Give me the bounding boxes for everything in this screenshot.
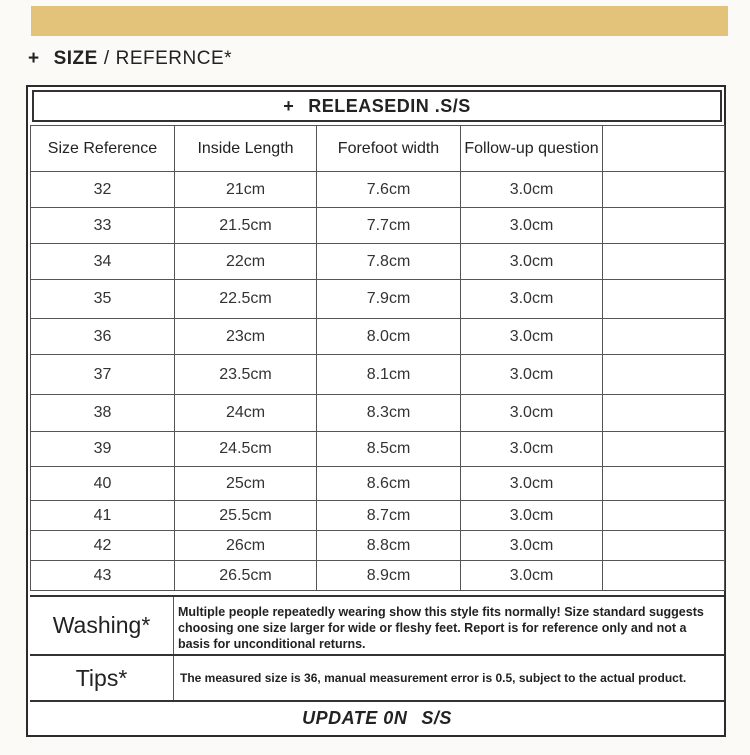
table-cell: 26.5cm: [175, 561, 317, 591]
table-cell: 23cm: [175, 319, 317, 355]
table-cell: 3.0cm: [461, 355, 603, 395]
table-cell: 3.0cm: [461, 280, 603, 319]
table-cell: 37: [31, 355, 175, 395]
table-cell: 22.5cm: [175, 280, 317, 319]
table-row: [31, 319, 725, 355]
table-cell: [603, 395, 725, 432]
table-cell: [603, 561, 725, 591]
table-cell: [603, 501, 725, 531]
table-cell: 36: [31, 319, 175, 355]
table-cell: 3.0cm: [461, 467, 603, 501]
tips-label: Tips*: [30, 656, 174, 700]
table-cell: 3.0cm: [461, 208, 603, 244]
table-cell: 8.8cm: [317, 531, 461, 561]
title-size: SIZE: [53, 48, 98, 69]
table-cell: [603, 208, 725, 244]
table-cell: 3.0cm: [461, 319, 603, 355]
table-cell: 33: [31, 208, 175, 244]
table-cell: 25cm: [175, 467, 317, 501]
table-cell: 8.7cm: [317, 501, 461, 531]
top-accent-bar: [31, 6, 728, 36]
table-cell: 21.5cm: [175, 208, 317, 244]
column-header: Size Reference: [31, 126, 175, 172]
table-cell: [603, 280, 725, 319]
table-row: [31, 467, 725, 501]
table-cell: 23.5cm: [175, 355, 317, 395]
plus-icon: +: [283, 95, 295, 116]
table-cell: 38: [31, 395, 175, 432]
update-season: S/S: [421, 708, 452, 728]
column-header: [603, 126, 725, 172]
table-cell: [603, 432, 725, 467]
tips-section: [30, 654, 724, 700]
table-cell: [603, 244, 725, 280]
title-separator: /: [103, 48, 110, 69]
table-cell: [603, 172, 725, 208]
table-cell: 41: [31, 501, 175, 531]
table-cell: 3.0cm: [461, 244, 603, 280]
table-row: [31, 208, 725, 244]
plus-icon: +: [28, 48, 40, 69]
section-title: [28, 46, 232, 72]
table-cell: 8.0cm: [317, 319, 461, 355]
table-cell: 34: [31, 244, 175, 280]
table-cell: 32: [31, 172, 175, 208]
release-header: [32, 90, 722, 122]
table-cell: 35: [31, 280, 175, 319]
table-cell: [603, 355, 725, 395]
table-row: [31, 172, 725, 208]
size-chart-frame: [26, 85, 726, 737]
table-cell: [603, 531, 725, 561]
title-reference: REFERNCE*: [115, 48, 233, 69]
table-cell: 40: [31, 467, 175, 501]
table-cell: 3.0cm: [461, 172, 603, 208]
table-cell: 21cm: [175, 172, 317, 208]
table-cell: 8.5cm: [317, 432, 461, 467]
tips-text: The measured size is 36, manual measurement error is 0.5, subject to the actual product.: [180, 671, 687, 685]
table-row: [31, 501, 725, 531]
table-cell: 3.0cm: [461, 531, 603, 561]
update-label: UPDATE 0N: [302, 708, 408, 728]
column-header: Forefoot width: [317, 126, 461, 172]
release-label: RELEASEDIN .S/S: [308, 95, 471, 116]
table-row: [31, 561, 725, 591]
table-cell: 8.3cm: [317, 395, 461, 432]
column-header: Follow-up question: [461, 126, 603, 172]
table-cell: [603, 319, 725, 355]
table-cell: 8.1cm: [317, 355, 461, 395]
table-header-row: [31, 126, 725, 172]
table-cell: 3.0cm: [461, 501, 603, 531]
table-cell: 8.6cm: [317, 467, 461, 501]
table-cell: 43: [31, 561, 175, 591]
table-cell: 25.5cm: [175, 501, 317, 531]
table-cell: 7.7cm: [317, 208, 461, 244]
table-cell: 24.5cm: [175, 432, 317, 467]
table-row: [31, 531, 725, 561]
update-footer: [30, 700, 724, 735]
table-cell: 22cm: [175, 244, 317, 280]
table-row: [31, 432, 725, 467]
table-cell: 7.9cm: [317, 280, 461, 319]
table-cell: 3.0cm: [461, 561, 603, 591]
table-cell: 3.0cm: [461, 432, 603, 467]
size-table: [30, 125, 725, 591]
column-header: Inside Length: [175, 126, 317, 172]
washing-text: Multiple people repeatedly wearing show this style fits normally! Size standard suggests choosing one size larger for wide or fleshy feet. Report is for reference only and not a basis for unconditional returns.: [178, 605, 704, 651]
washing-section: [30, 595, 724, 654]
table-cell: 42: [31, 531, 175, 561]
table-cell: 24cm: [175, 395, 317, 432]
table-cell: 8.9cm: [317, 561, 461, 591]
table-row: [31, 395, 725, 432]
table-cell: [603, 467, 725, 501]
table-cell: 7.8cm: [317, 244, 461, 280]
washing-label: Washing*: [30, 597, 174, 654]
table-cell: 26cm: [175, 531, 317, 561]
table-row: [31, 280, 725, 319]
table-row: [31, 355, 725, 395]
table-cell: 3.0cm: [461, 395, 603, 432]
table-cell: 7.6cm: [317, 172, 461, 208]
table-row: [31, 244, 725, 280]
table-cell: 39: [31, 432, 175, 467]
